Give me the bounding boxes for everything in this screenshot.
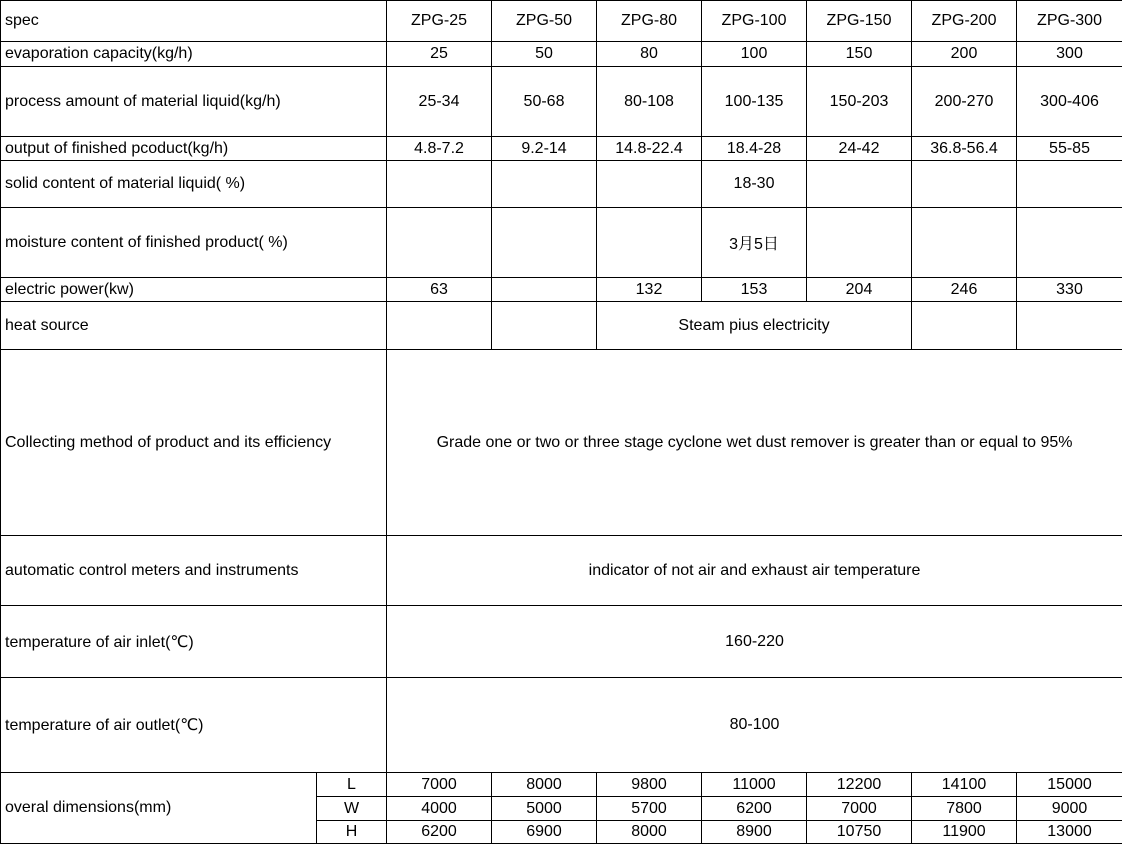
row-label: heat source xyxy=(1,302,387,350)
table-cell: 204 xyxy=(807,278,912,302)
table-cell: 100 xyxy=(702,42,807,67)
table-cell xyxy=(912,302,1017,350)
table-cell: 15000 xyxy=(1017,773,1122,797)
table-row-evaporation xyxy=(1,42,1122,67)
row-label: overal dimensions(mm) xyxy=(1,773,317,844)
table-cell xyxy=(807,161,912,208)
table-cell: 200-270 xyxy=(912,67,1017,137)
table-cell: 8900 xyxy=(702,821,807,844)
table-cell: 4000 xyxy=(387,797,492,821)
table-row-process xyxy=(1,67,1122,137)
table-cell: 6200 xyxy=(702,797,807,821)
table-cell xyxy=(912,161,1017,208)
table-cell: 8000 xyxy=(597,821,702,844)
table-cell: 200 xyxy=(912,42,1017,67)
table-cell xyxy=(1017,302,1122,350)
table-cell: 300 xyxy=(1017,42,1122,67)
table-cell: 132 xyxy=(597,278,702,302)
model-header: ZPG-50 xyxy=(492,1,597,42)
table-cell: 100-135 xyxy=(702,67,807,137)
table-cell xyxy=(807,208,912,278)
table-row-control xyxy=(1,536,1122,606)
model-header: ZPG-25 xyxy=(387,1,492,42)
table-cell: 14100 xyxy=(912,773,1017,797)
table-cell-merged: 80-100 xyxy=(387,678,1122,773)
table-cell: 63 xyxy=(387,278,492,302)
table-cell-merged: indicator of not air and exhaust air temperature xyxy=(387,536,1122,606)
table-cell xyxy=(912,208,1017,278)
table-cell: 18-30 xyxy=(702,161,807,208)
table-cell: 36.8-56.4 xyxy=(912,137,1017,161)
table-cell: 13000 xyxy=(1017,821,1122,844)
table-cell: 330 xyxy=(1017,278,1122,302)
dimension-key: H xyxy=(317,821,387,844)
table-cell xyxy=(492,278,597,302)
table-cell: 8000 xyxy=(492,773,597,797)
table-cell: 9.2-14 xyxy=(492,137,597,161)
table-cell: 7800 xyxy=(912,797,1017,821)
table-cell: 11900 xyxy=(912,821,1017,844)
table-cell: 150-203 xyxy=(807,67,912,137)
table-cell xyxy=(1017,208,1122,278)
table-cell xyxy=(492,161,597,208)
model-header: ZPG-150 xyxy=(807,1,912,42)
row-label: evaporation capacity(kg/h) xyxy=(1,42,387,67)
table-cell: 5000 xyxy=(492,797,597,821)
table-cell xyxy=(1017,161,1122,208)
table-row-dimensions-l xyxy=(1,773,1122,797)
table-cell: 153 xyxy=(702,278,807,302)
table-cell xyxy=(492,302,597,350)
table-row-solid xyxy=(1,161,1122,208)
header-row xyxy=(1,1,1122,42)
table-cell: 6900 xyxy=(492,821,597,844)
row-label: process amount of material liquid(kg/h) xyxy=(1,67,387,137)
table-cell: 50-68 xyxy=(492,67,597,137)
table-cell: 11000 xyxy=(702,773,807,797)
table-row-output xyxy=(1,137,1122,161)
row-label: automatic control meters and instruments xyxy=(1,536,387,606)
table-cell xyxy=(387,208,492,278)
table-cell: 3月5日 xyxy=(702,208,807,278)
table-cell: 80-108 xyxy=(597,67,702,137)
table-cell: 5700 xyxy=(597,797,702,821)
table-cell: 9800 xyxy=(597,773,702,797)
table-row-outlet xyxy=(1,678,1122,773)
table-row-inlet xyxy=(1,606,1122,678)
model-header: ZPG-100 xyxy=(702,1,807,42)
table-row-collecting xyxy=(1,350,1122,536)
row-label: Collecting method of product and its efficiency xyxy=(1,350,387,536)
table-cell: 7000 xyxy=(807,797,912,821)
model-header: ZPG-200 xyxy=(912,1,1017,42)
table-cell: 80 xyxy=(597,42,702,67)
table-cell: 4.8-7.2 xyxy=(387,137,492,161)
row-label: temperature of air inlet(℃) xyxy=(1,606,387,678)
row-label: solid content of material liquid( %) xyxy=(1,161,387,208)
table-cell xyxy=(492,208,597,278)
table-cell: 12200 xyxy=(807,773,912,797)
table-cell: 55-85 xyxy=(1017,137,1122,161)
table-cell: 18.4-28 xyxy=(702,137,807,161)
dimension-key: W xyxy=(317,797,387,821)
table-cell: 10750 xyxy=(807,821,912,844)
table-row-heat xyxy=(1,302,1122,350)
table-cell: 25 xyxy=(387,42,492,67)
table-cell: 9000 xyxy=(1017,797,1122,821)
table-row-power xyxy=(1,278,1122,302)
table-cell: 14.8-22.4 xyxy=(597,137,702,161)
table-cell xyxy=(597,161,702,208)
model-header: ZPG-300 xyxy=(1017,1,1122,42)
table-cell-merged: 160-220 xyxy=(387,606,1122,678)
dimension-key: L xyxy=(317,773,387,797)
row-label: moisture content of finished product( %) xyxy=(1,208,387,278)
table-cell xyxy=(387,161,492,208)
table-cell: 24-42 xyxy=(807,137,912,161)
spec-header-cell: spec xyxy=(1,1,387,42)
model-header: ZPG-80 xyxy=(597,1,702,42)
table-cell: 150 xyxy=(807,42,912,67)
row-label: temperature of air outlet(℃) xyxy=(1,678,387,773)
table-cell: 300-406 xyxy=(1017,67,1122,137)
table-cell-merged: Grade one or two or three stage cyclone wet dust remover is greater than or equal to 95% xyxy=(387,350,1122,536)
table-row-moisture xyxy=(1,208,1122,278)
table-cell: 50 xyxy=(492,42,597,67)
table-cell: 6200 xyxy=(387,821,492,844)
table-cell: 246 xyxy=(912,278,1017,302)
table-cell: 7000 xyxy=(387,773,492,797)
row-label: output of finished pcoduct(kg/h) xyxy=(1,137,387,161)
table-cell xyxy=(597,208,702,278)
table-cell: 25-34 xyxy=(387,67,492,137)
table-cell-merged: Steam pius electricity xyxy=(597,302,912,350)
row-label: electric power(kw) xyxy=(1,278,387,302)
table-cell xyxy=(387,302,492,350)
